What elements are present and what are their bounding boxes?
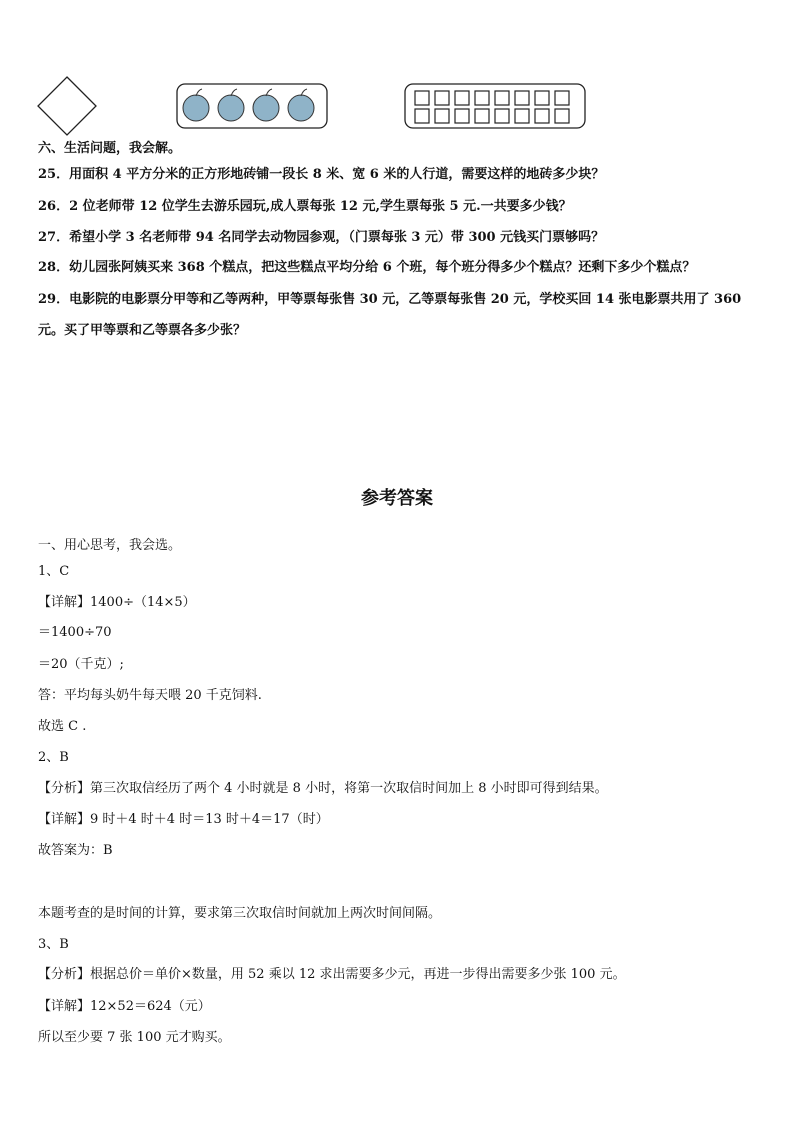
grid-square bbox=[515, 91, 529, 105]
answer-2-number: 2、B bbox=[38, 750, 69, 765]
figures-row bbox=[0, 0, 794, 140]
grid-square bbox=[475, 109, 489, 123]
grid-square bbox=[535, 91, 549, 105]
apple-icon bbox=[253, 89, 279, 121]
question-29-line2: 元。买了甲等票和乙等票各多少张？ bbox=[38, 323, 247, 338]
answer-3-conclusion: 所以至少要 7 张 100 元才购买。 bbox=[38, 1030, 231, 1045]
part1-heading: 一、用心思考，我会选。 bbox=[38, 538, 182, 553]
apple-icon bbox=[183, 89, 209, 121]
answer-1-step1: ＝1400÷70 bbox=[38, 625, 112, 640]
answer-3-detail: 【详解】12×52＝624（元） bbox=[38, 999, 211, 1014]
answer-1-step2: ＝20（千克）; bbox=[38, 657, 124, 672]
apple-icon bbox=[288, 89, 314, 121]
answer-2-note: 本题考查的是时间的计算，要求第三次取信时间就加上两次时间间隔。 bbox=[38, 906, 442, 921]
answer-1-number: 1、C bbox=[38, 564, 70, 579]
grid-square bbox=[475, 91, 489, 105]
question-26: 26．2 位老师带 12 位学生去游乐园玩,成人票每张 12 元,学生票每张 5 元.一共要多少钱？ bbox=[38, 199, 572, 214]
answer-1-choice: 故选 C . bbox=[38, 719, 87, 734]
question-29-line1: 29．电影院的电影票分甲等和乙等两种，甲等票每张售 30 元，乙等票每张售 20 元，学校买回 14 张电影票共用了 360 bbox=[38, 292, 742, 307]
grid-square bbox=[555, 109, 569, 123]
answer-1-reply: 答：平均每头奶牛每天喂 20 千克饲料. bbox=[38, 688, 262, 703]
answer-2-detail: 【详解】9 时＋4 时＋4 时＝13 时＋4＝17（时） bbox=[38, 812, 329, 827]
grid-square bbox=[495, 91, 509, 105]
square-grid bbox=[415, 91, 569, 123]
apple-group bbox=[183, 89, 314, 121]
section6-heading: 六、生活问题，我会解。 bbox=[38, 141, 182, 156]
grid-square bbox=[455, 91, 469, 105]
answer-2-choice: 故答案为：B bbox=[38, 843, 113, 858]
question-28: 28．幼儿园张阿姨买来 368 个糕点，把这些糕点平均分给 6 个班，每个班分得多少个糕点？还剩下多少个糕点？ bbox=[38, 260, 696, 275]
diamond-shape bbox=[38, 77, 96, 135]
question-27: 27．希望小学 3 名老师带 94 名同学去动物园参观，（门票每张 3 元）带 300 元钱买门票够吗？ bbox=[38, 230, 605, 245]
grid-square bbox=[435, 109, 449, 123]
grid-square bbox=[515, 109, 529, 123]
grid-square bbox=[495, 109, 509, 123]
grid-square bbox=[455, 109, 469, 123]
answer-3-number: 3、B bbox=[38, 937, 69, 952]
grid-square bbox=[555, 91, 569, 105]
answers-title: 参考答案 bbox=[361, 488, 433, 509]
answer-3-analysis: 【分析】根据总价＝单价×数量，用 52 乘以 12 求出需要多少元，再进一步得出需要多少张 100 元。 bbox=[38, 967, 626, 982]
apple-icon bbox=[218, 89, 244, 121]
answer-2-analysis: 【分析】第三次取信经历了两个 4 小时就是 8 小时，将第一次取信时间加上 8 小时即可得到结果。 bbox=[38, 781, 608, 796]
question-25: 25．用面积 4 平方分米的正方形地砖铺一段长 8 米、宽 6 米的人行道，需要这样的地砖多少块？ bbox=[38, 167, 605, 182]
grid-square bbox=[415, 109, 429, 123]
grid-square bbox=[535, 109, 549, 123]
grid-square bbox=[435, 91, 449, 105]
grid-square bbox=[415, 91, 429, 105]
answer-1-detail: 【详解】1400÷（14×5） bbox=[38, 595, 196, 610]
